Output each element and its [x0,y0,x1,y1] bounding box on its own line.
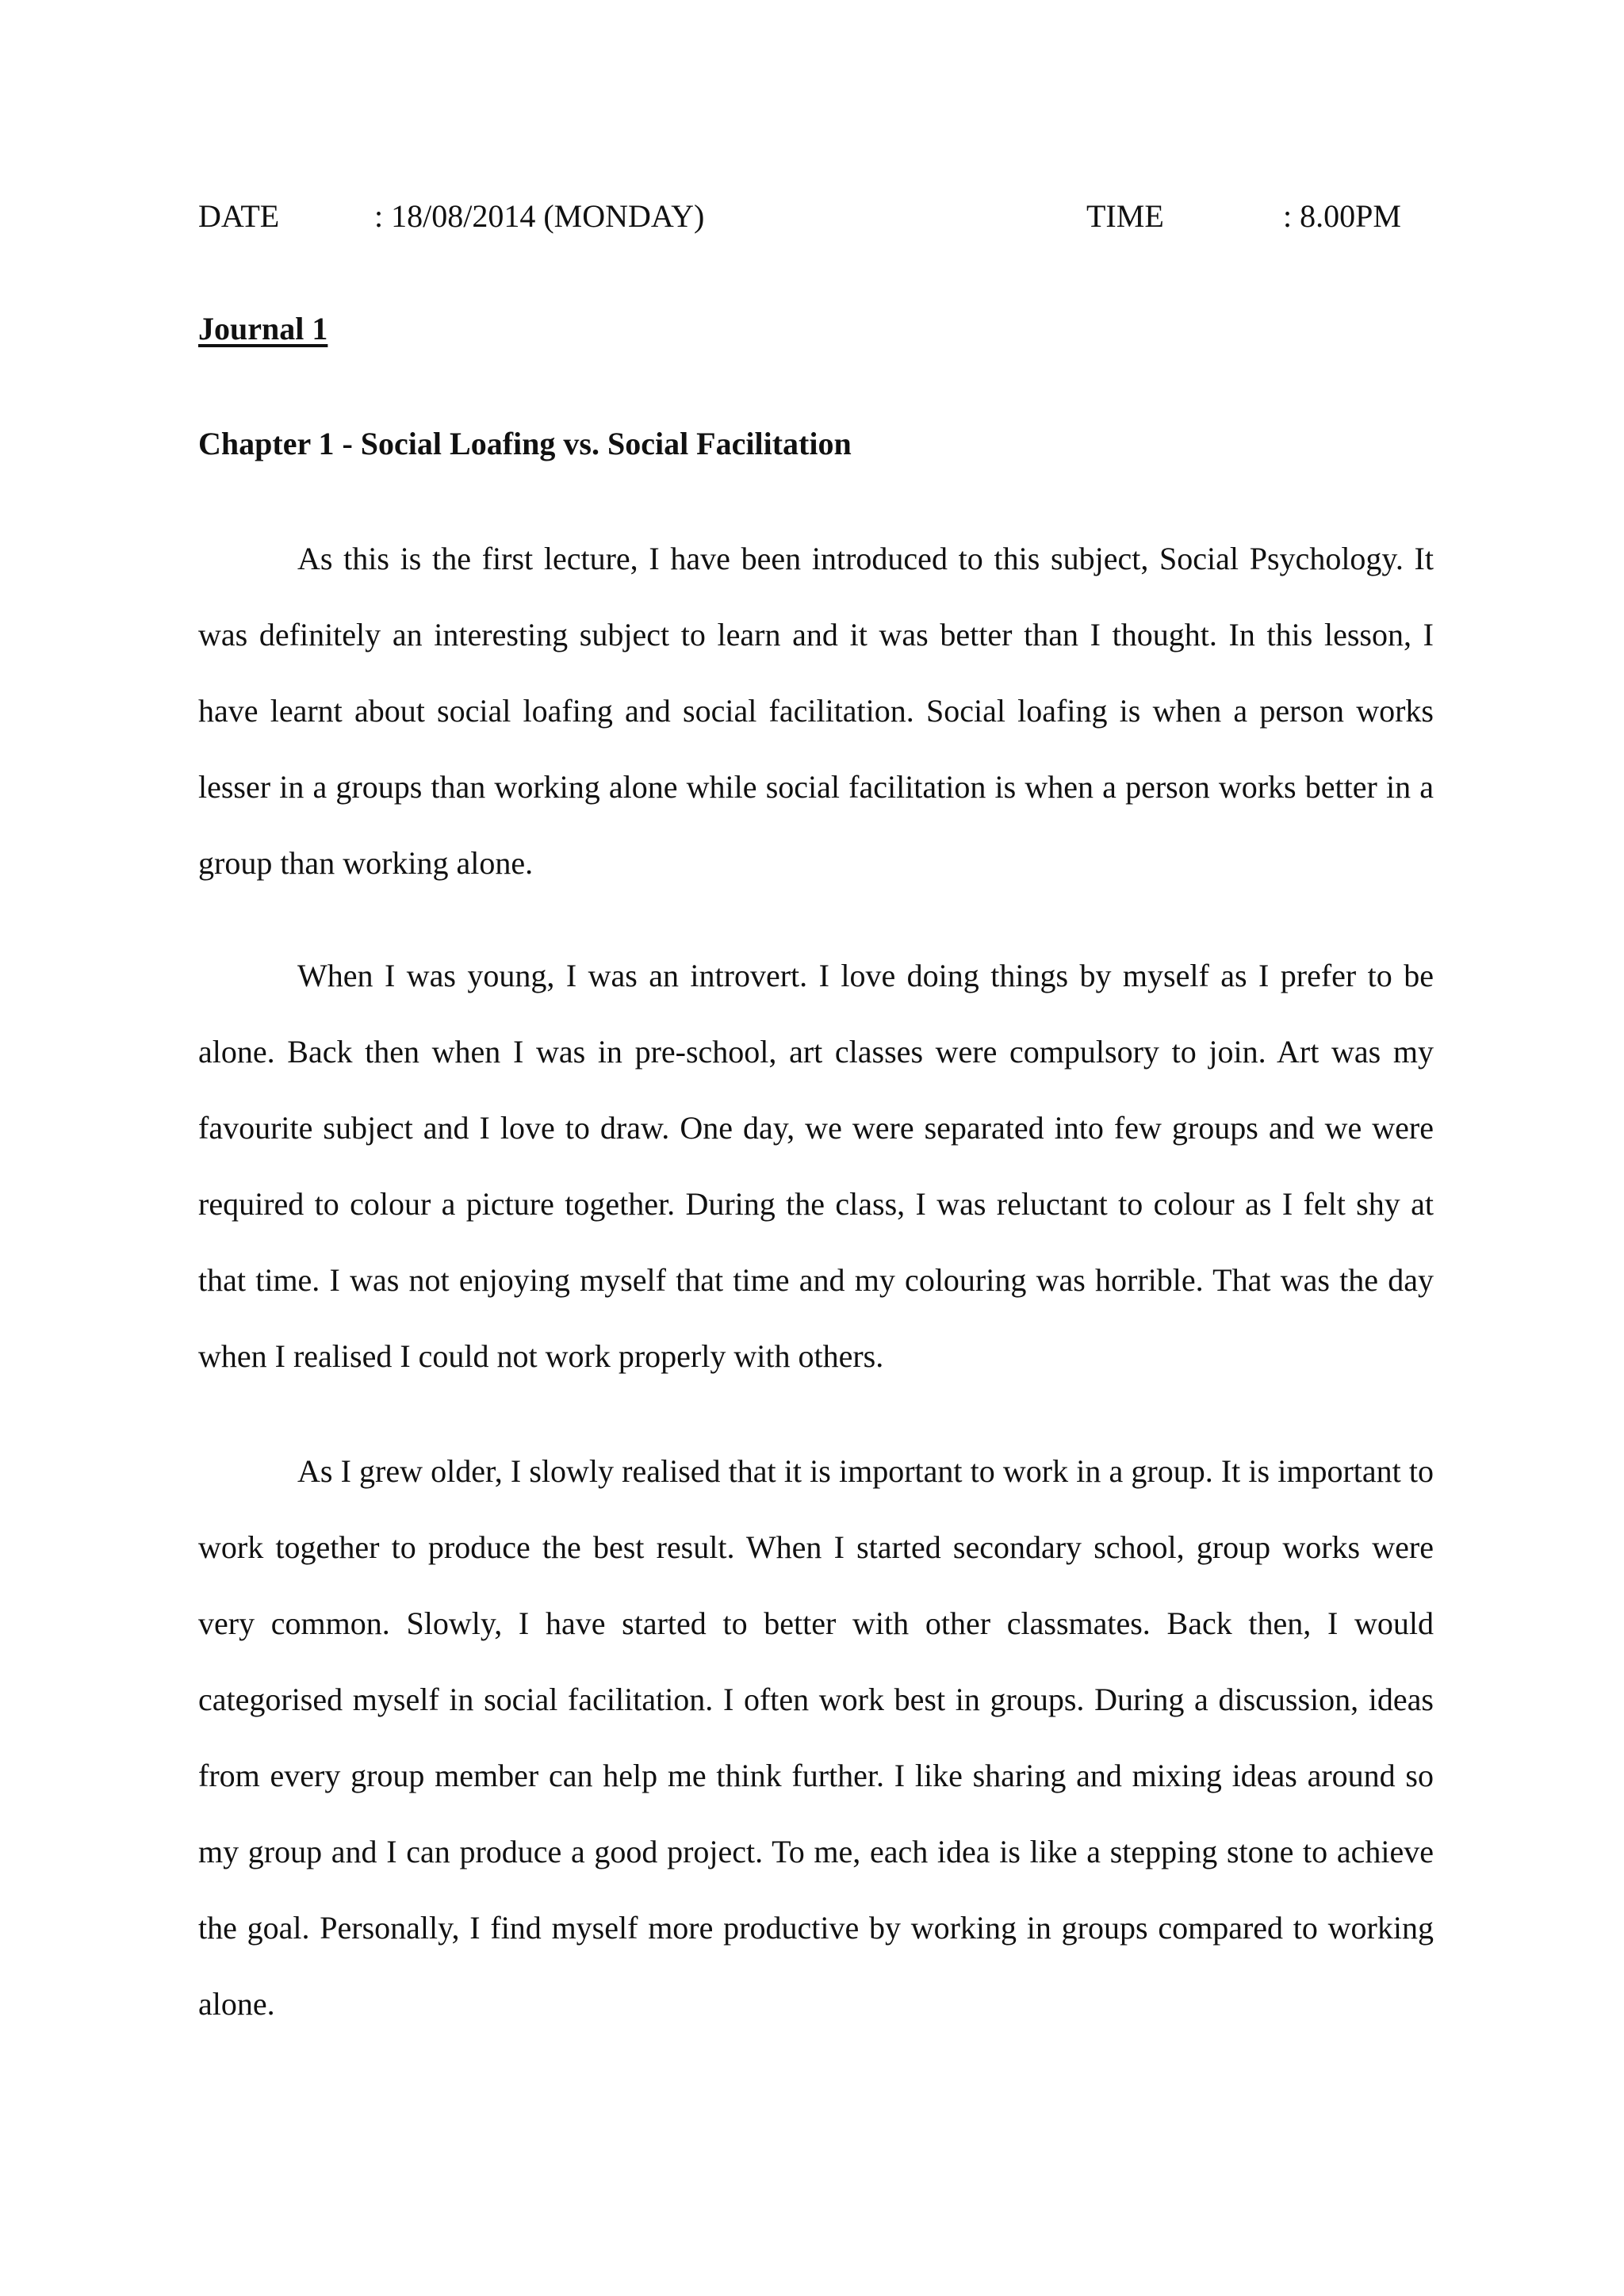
chapter-title: Chapter 1 - Social Loafing vs. Social Facilitation [198,426,852,461]
paragraph-intro: As this is the first lecture, I have been introduced to this subject, Social Psychology. It was definitely an interesting subject to learn and it was better than I thought. In this lesson, I have learnt about social loafing and social facilitation. Social loafing is when a person works lesser in a groups than working alone while social facilitation is when a person works better in a group than working alone. [198,541,1434,881]
date-time-header [198,197,1435,236]
date-label: DATE [198,198,280,234]
journal-title: Journal 1 [198,311,328,346]
paragraph-childhood: When I was young, I was an introvert. I love doing things by myself as I prefer to be alone. Back then when I was in pre-school, art classes were compulsory to join. Art was my favourite subject and I love to draw. One day, we were separated into few groups and we were required to colour a picture together. During the class, I was reluctant to colour as I felt shy at that time. I was not enjoying myself that time and my colouring was horrible. That was the day when I realised I could not work properly with others. [198,958,1434,1374]
paragraph-growing-older: As I grew older, I slowly realised that it is important to work in a group. It is important to work together to produce the best result. When I started secondary school, group works were very common. Slowly, I have started to better with other classmates. Back then, I would categorised myself in social facilitation. I often work best in groups. During a discussion, ideas from every group member can help me think further. I like sharing and mixing ideas around so my group and I can produce a good project. To me, each idea is like a stepping stone to achieve the goal. Personally, I find myself more productive by working in groups compared to working alone. [198,1453,1434,2022]
time-label: TIME [1086,198,1164,234]
time-value: : 8.00PM [1283,198,1401,234]
date-value: : 18/08/2014 (MONDAY) [374,198,705,234]
